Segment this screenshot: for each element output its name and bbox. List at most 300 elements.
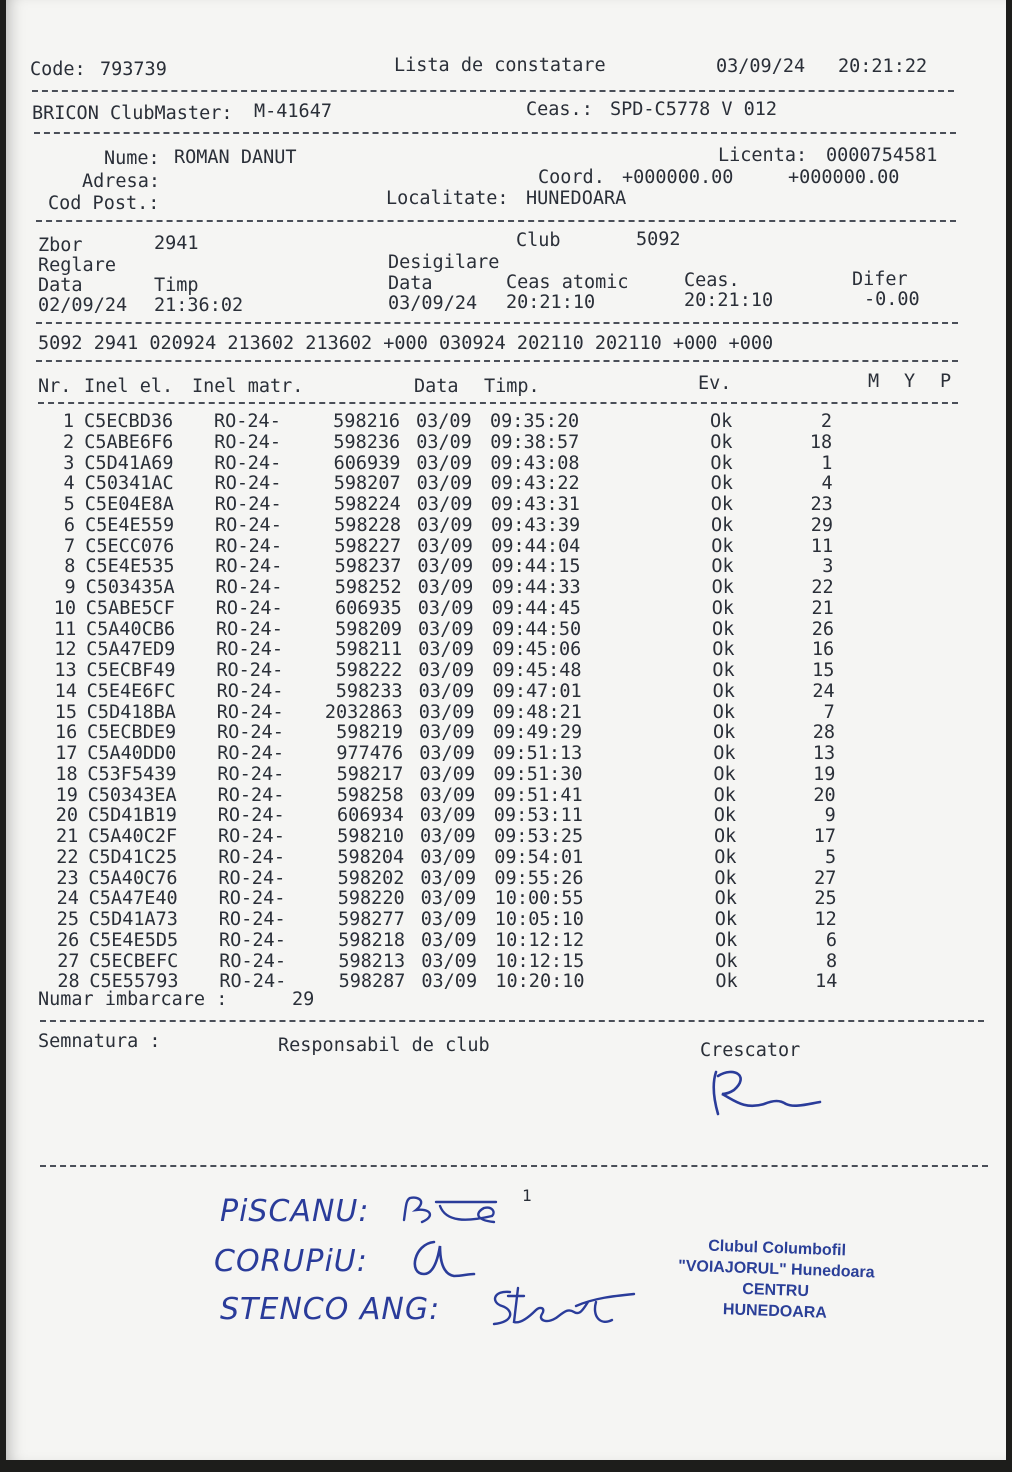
crescator-label: Crescator [700, 1040, 801, 1061]
cell-time: 09:55:26 [494, 867, 584, 889]
cell-nr: 24 [56, 888, 79, 910]
system-value: M-41647 [254, 101, 332, 122]
table-row [6, 910, 1006, 931]
cell-nr: 28 [57, 971, 80, 993]
cell-date: 03/09 [417, 535, 473, 557]
cell-el: C5ECC076 [85, 535, 175, 557]
separator [34, 132, 956, 134]
stamp-line: "VOIAJORUL" Hunedoara [677, 1257, 875, 1282]
handwritten-name-3: STENCO ANG: [220, 1292, 441, 1327]
cell-pre: RO-24- [216, 680, 284, 702]
desig-data: 03/09/24 [388, 293, 478, 314]
cell-nr: 15 [54, 701, 78, 723]
col-p: P [940, 371, 952, 392]
cell-pre: RO-24- [218, 826, 285, 847]
col-y: Y [904, 371, 916, 392]
cell-pre: RO-24- [215, 535, 283, 557]
cell-time: 09:44:45 [491, 597, 581, 619]
cell-ev: Ok [713, 763, 736, 785]
cell-matr: 606935 [334, 597, 402, 619]
cell-pre: RO-24- [218, 888, 286, 910]
cell-matr: 598217 [336, 763, 404, 785]
cell-pre: RO-24- [215, 556, 283, 578]
cell-pre: RO-24- [216, 701, 284, 723]
cell-nr: 5 [63, 494, 75, 515]
cell-pre: RO-24- [218, 846, 286, 868]
cell-y: 2 [820, 411, 832, 432]
cell-date: 03/09 [420, 867, 477, 889]
cell-nr: 20 [55, 805, 79, 827]
cell-el: C5D418BA [86, 701, 176, 723]
cell-time: 09:43:39 [491, 514, 581, 536]
separator [32, 90, 954, 92]
club-stamp [645, 1233, 908, 1326]
cell-pre: RO-24- [215, 597, 283, 619]
table-row [6, 682, 1006, 703]
club-label: Club [516, 230, 561, 251]
separator [40, 1020, 984, 1022]
cell-matr: 598228 [334, 514, 401, 536]
table-row [6, 744, 1006, 765]
code-value: 793739 [100, 59, 167, 80]
cell-date: 03/09 [417, 577, 474, 598]
cell-matr: 598237 [334, 556, 402, 578]
cell-date: 03/09 [419, 722, 475, 744]
table-row [6, 889, 1006, 910]
cell-date: 03/09 [416, 431, 472, 453]
cell-y: 6 [825, 929, 837, 951]
cell-ev: Ok [713, 784, 736, 806]
cell-nr: 14 [54, 680, 77, 702]
cell-pre: RO-24- [216, 618, 283, 640]
cell-ev: Ok [711, 535, 734, 557]
reglare-timp: 21:36:02 [154, 295, 244, 316]
table-row [6, 786, 1006, 807]
cell-ev: Ok [714, 867, 737, 889]
cell-time: 09:44:33 [491, 577, 581, 598]
cell-matr: 977476 [336, 743, 404, 764]
cell-date: 03/09 [420, 846, 476, 868]
cell-ev: Ok [715, 971, 738, 993]
cell-y: 25 [814, 888, 837, 910]
cell-el: C5E4E6FC [86, 680, 176, 702]
cell-ev: Ok [710, 431, 733, 453]
cell-el: C5D41C25 [88, 846, 178, 868]
cell-y: 29 [810, 514, 833, 536]
cell-nr: 25 [56, 909, 80, 930]
cell-time: 09:51:41 [493, 784, 583, 806]
cell-pre: RO-24- [217, 805, 285, 827]
cell-date: 03/09 [418, 639, 474, 661]
reglare-data: 02/09/24 [38, 295, 128, 316]
cell-ev: Ok [713, 805, 737, 827]
cell-el: C5ABE6F6 [84, 431, 174, 453]
cell-matr: 598213 [338, 950, 406, 972]
table-row [6, 703, 1006, 724]
separator [36, 220, 956, 222]
cell-pre: RO-24- [216, 660, 284, 681]
cell-y: 23 [810, 494, 833, 515]
cell-matr: 598233 [335, 680, 403, 702]
cell-time: 09:49:29 [493, 722, 583, 744]
cell-matr: 598210 [337, 826, 404, 847]
cell-pre: RO-24- [217, 763, 285, 785]
coord-x: +000000.00 [622, 167, 734, 188]
cell-time: 09:53:25 [494, 826, 584, 847]
cell-pre: RO-24- [217, 743, 285, 764]
cell-ev: Ok [713, 722, 736, 744]
cell-time: 09:51:13 [493, 743, 583, 764]
cell-y: 7 [823, 701, 835, 723]
stamp-line: CENTRU [742, 1280, 810, 1301]
cell-ev: Ok [710, 473, 733, 495]
cell-matr: 598202 [337, 867, 405, 889]
cell-el: C5ECBD36 [84, 411, 174, 432]
col-nr: Nr. [38, 376, 72, 397]
cell-el: C53F5439 [87, 763, 177, 785]
cell-time: 09:54:01 [494, 846, 584, 868]
crescator-signature [704, 1064, 824, 1120]
cell-el: C5E04E8A [84, 494, 174, 515]
cell-el: C5A40DD0 [87, 743, 177, 764]
cell-date: 03/09 [416, 411, 472, 432]
table-row [6, 848, 1006, 869]
cell-time: 09:43:31 [490, 494, 580, 515]
cell-ev: Ok [711, 556, 734, 578]
cell-nr: 12 [54, 639, 77, 661]
cell-y: 12 [814, 909, 837, 930]
table-row [6, 765, 1006, 786]
cell-time: 10:20:10 [495, 971, 585, 993]
cell-time: 10:12:15 [495, 950, 585, 972]
separator [38, 402, 958, 404]
table-row [6, 537, 1006, 558]
cell-date: 03/09 [419, 805, 476, 827]
cell-date: 03/09 [417, 597, 474, 619]
reglare-label: Reglare [38, 255, 116, 276]
separator [36, 322, 958, 324]
cell-pre: RO-24- [218, 867, 286, 889]
cell-y: 13 [812, 743, 836, 764]
table-row [6, 412, 1006, 433]
cell-nr: 19 [55, 784, 78, 806]
licenta-value: 0000754581 [826, 145, 938, 166]
cell-y: 27 [814, 867, 837, 889]
cell-ev: Ok [714, 888, 737, 910]
cell-date: 03/09 [420, 888, 477, 910]
table-row [6, 578, 1006, 599]
cell-ev: Ok [710, 411, 733, 432]
table-row [6, 495, 1006, 516]
cell-matr: 598277 [337, 909, 405, 930]
cell-el: C5A40C76 [88, 867, 178, 889]
code-line: 5092 2941 020924 213602 213602 +000 030924 202110 202110 +000 +000 [38, 333, 774, 354]
cell-matr: 598258 [336, 784, 404, 806]
cell-time: 09:53:11 [493, 805, 583, 827]
club-value: 5092 [636, 229, 681, 250]
cell-el: C5A40CB6 [86, 618, 176, 640]
cell-ev: Ok [714, 846, 737, 868]
table-row [6, 599, 1006, 620]
cell-date: 03/09 [419, 743, 475, 764]
col-data: Data [414, 376, 459, 397]
cell-el: C5E4E559 [85, 514, 175, 536]
cell-time: 09:35:20 [490, 411, 580, 432]
stamp-line: Clubul Columbofil [707, 1237, 847, 1260]
cell-y: 4 [821, 473, 833, 495]
cell-y: 22 [811, 577, 834, 598]
cell-pre: RO-24- [214, 473, 282, 495]
table-row [6, 516, 1006, 537]
cell-ev: Ok [714, 909, 738, 930]
handwritten-signature-1 [396, 1192, 506, 1232]
stamp-line: HUNEDOARA [722, 1301, 828, 1322]
cell-nr: 27 [57, 950, 80, 972]
cell-nr: 2 [63, 431, 75, 453]
cell-time: 09:38:57 [490, 431, 580, 453]
cell-pre: RO-24- [214, 431, 282, 453]
code-label: Code: [30, 59, 86, 80]
table-row [6, 661, 1006, 682]
cell-matr: 598220 [337, 888, 405, 910]
nume-label: Nume: [104, 148, 160, 169]
table-row [6, 433, 1006, 454]
cell-matr: 598224 [333, 494, 401, 515]
cell-ev: Ok [712, 639, 735, 661]
col-timp: Timp. [484, 376, 540, 397]
cell-nr: 22 [56, 846, 79, 868]
cell-y: 5 [825, 846, 837, 868]
table-row [6, 972, 1006, 993]
cell-y: 21 [811, 597, 834, 619]
cell-date: 03/09 [417, 556, 474, 578]
cell-el: C5E4E535 [85, 556, 175, 578]
cell-ev: Ok [711, 514, 734, 536]
cell-date: 03/09 [418, 680, 475, 702]
cell-nr: 8 [64, 556, 76, 578]
table-row [6, 806, 1006, 827]
table-row [6, 454, 1006, 475]
ceas-atomic-value: 20:21:10 [506, 292, 596, 313]
cell-matr: 598211 [335, 639, 403, 661]
table-row [6, 474, 1006, 495]
cell-el: C5ECBEFC [89, 950, 179, 972]
cell-time: 09:44:15 [491, 556, 581, 578]
cell-matr: 598222 [335, 660, 403, 681]
cell-y: 19 [813, 763, 836, 785]
cell-matr: 606934 [336, 805, 404, 827]
cell-ev: Ok [715, 950, 738, 972]
cell-pre: RO-24- [219, 929, 286, 951]
cell-el: C5A47E40 [88, 888, 178, 910]
cell-date: 03/09 [417, 514, 473, 536]
handwritten-name-2: CORUPiU: [214, 1244, 368, 1279]
cell-el: C5D41A73 [88, 909, 178, 930]
cell-ev: Ok [712, 701, 736, 723]
cell-pre: RO-24- [218, 909, 286, 930]
cell-ev: Ok [715, 929, 738, 951]
cell-time: 10:12:12 [495, 929, 585, 951]
cell-el: C5A47ED9 [86, 639, 176, 661]
cell-date: 03/09 [418, 660, 475, 681]
cell-nr: 9 [64, 577, 76, 598]
cell-y: 18 [809, 431, 833, 453]
coord-label: Coord. [538, 167, 605, 188]
localitate-value: HUNEDOARA [526, 188, 627, 209]
separator [36, 360, 958, 362]
coord-y: +000000.00 [788, 167, 900, 188]
cell-date: 03/09 [416, 452, 473, 474]
cell-date: 03/09 [421, 971, 478, 993]
cell-matr: 598252 [334, 577, 402, 598]
cell-pre: RO-24- [214, 452, 282, 474]
cell-pre: RO-24- [219, 950, 287, 972]
cell-el: C5ECBDE9 [87, 722, 177, 744]
cell-date: 03/09 [421, 929, 477, 951]
cell-ev: Ok [711, 577, 734, 598]
cell-date: 03/09 [416, 473, 473, 495]
col-inel-matr: Inel matr. [192, 376, 304, 397]
document-page [6, 0, 1006, 1460]
col-m: M [868, 371, 880, 392]
cell-ev: Ok [714, 826, 737, 847]
handwritten-name-1: PiSCANU: [220, 1194, 370, 1229]
cell-date: 03/09 [419, 763, 476, 785]
cell-matr: 598219 [336, 722, 403, 744]
cell-matr: 598216 [333, 411, 400, 432]
cell-time: 09:48:21 [492, 701, 582, 723]
cell-time: 09:51:30 [493, 763, 583, 785]
nume-value: ROMAN DANUT [174, 147, 297, 168]
cell-time: 10:00:55 [494, 888, 584, 910]
ceas-label: Ceas.: [526, 99, 593, 120]
cell-y: 11 [810, 535, 834, 557]
cell-nr: 26 [57, 929, 80, 951]
cell-nr: 13 [54, 660, 77, 681]
cell-time: 09:47:01 [492, 680, 582, 702]
cell-ev: Ok [712, 660, 735, 681]
cell-pre: RO-24- [215, 577, 283, 598]
cell-pre: RO-24- [219, 971, 287, 993]
cell-ev: Ok [712, 680, 735, 702]
cell-matr: 598218 [338, 929, 405, 951]
cell-el: C5D41B19 [87, 805, 177, 827]
cell-pre: RO-24- [215, 514, 282, 536]
cell-nr: 11 [54, 618, 77, 640]
cell-nr: 10 [53, 597, 77, 619]
cell-y: 28 [812, 722, 835, 744]
cell-y: 17 [813, 826, 836, 847]
ceas-value: SPD-C5778 V 012 [610, 99, 778, 120]
cell-nr: 6 [63, 514, 75, 536]
table-row [6, 869, 1006, 890]
cell-time: 09:44:04 [491, 535, 581, 557]
cell-matr: 598209 [335, 618, 402, 640]
cell-y: 9 [824, 805, 836, 827]
col-ev: Ev. [698, 373, 732, 394]
cell-y: 1 [821, 452, 833, 474]
cell-nr: 16 [55, 722, 78, 744]
cell-el: C5E55793 [89, 971, 179, 993]
cell-matr: 606939 [333, 452, 401, 474]
cell-ev: Ok [710, 452, 733, 474]
cell-date: 03/09 [420, 909, 477, 930]
cell-pre: RO-24- [214, 411, 281, 432]
cell-y: 3 [822, 556, 834, 578]
col-inel-el: Inel el. [84, 376, 174, 397]
ceas-atomic-label: Ceas atomic [506, 272, 629, 293]
table-row [6, 952, 1006, 973]
cell-nr: 1 [62, 411, 74, 432]
header-date: 03/09/24 [716, 56, 806, 77]
cell-matr: 598287 [338, 971, 406, 993]
zbor-value: 2941 [154, 233, 199, 254]
cell-date: 03/09 [421, 950, 477, 972]
cell-date: 03/09 [418, 701, 475, 723]
cell-time: 09:45:06 [492, 639, 582, 661]
cell-y: 16 [811, 639, 835, 661]
cell-matr: 2032863 [324, 701, 403, 723]
cell-el: C50343EA [87, 784, 177, 806]
cell-el: C5ECBF49 [86, 660, 176, 681]
cell-ev: Ok [710, 494, 734, 515]
cell-pre: RO-24- [217, 784, 285, 806]
table-row [6, 827, 1006, 848]
responsabil-label: Responsabil de club [278, 1035, 490, 1056]
cell-matr: 598227 [334, 535, 402, 557]
reglare-data-label: Data [38, 275, 83, 296]
table-row [6, 931, 1006, 952]
cell-ev: Ok [711, 597, 735, 619]
cell-el: C50341AC [84, 473, 174, 495]
licenta-label: Licenta: [718, 145, 808, 166]
document-title: Lista de constatare [394, 55, 606, 76]
adresa-label: Adresa: [82, 171, 160, 192]
cell-matr: 598204 [337, 846, 405, 868]
cell-nr: 17 [55, 743, 78, 764]
cell-el: C5A40C2F [88, 826, 178, 847]
cell-y: 24 [812, 680, 835, 702]
cell-date: 03/09 [420, 826, 476, 847]
imbarcare-label: Numar imbarcare : [38, 989, 228, 1010]
cell-time: 09:44:50 [492, 618, 582, 640]
table-row [6, 723, 1006, 744]
handwritten-signature-2 [404, 1234, 484, 1284]
difer-value: -0.00 [864, 289, 920, 310]
zbor-label: Zbor [38, 235, 83, 256]
cell-time: 10:05:10 [494, 909, 584, 930]
cell-time: 09:43:08 [490, 452, 580, 474]
cell-nr: 23 [56, 867, 79, 889]
cell-date: 03/09 [418, 618, 474, 640]
table-row [6, 557, 1006, 578]
cell-nr: 21 [56, 826, 79, 847]
cell-pre: RO-24- [214, 494, 282, 515]
cell-pre: RO-24- [217, 722, 284, 744]
cell-matr: 598236 [333, 431, 401, 453]
cell-nr: 18 [55, 763, 78, 785]
ceas2-label: Ceas. [684, 270, 740, 291]
cell-el: C5D41A69 [84, 452, 174, 474]
cell-el: C503435A [85, 577, 175, 598]
cell-el: C5ABE5CF [85, 597, 175, 619]
desig-data-label: Data [388, 273, 433, 294]
cell-el: C5E4E5D5 [89, 929, 179, 951]
handwritten-signature-3 [484, 1282, 644, 1338]
imbarcare-value: 29 [292, 989, 315, 1010]
cell-ev: Ok [713, 743, 736, 764]
difer-label: Difer [852, 269, 908, 290]
